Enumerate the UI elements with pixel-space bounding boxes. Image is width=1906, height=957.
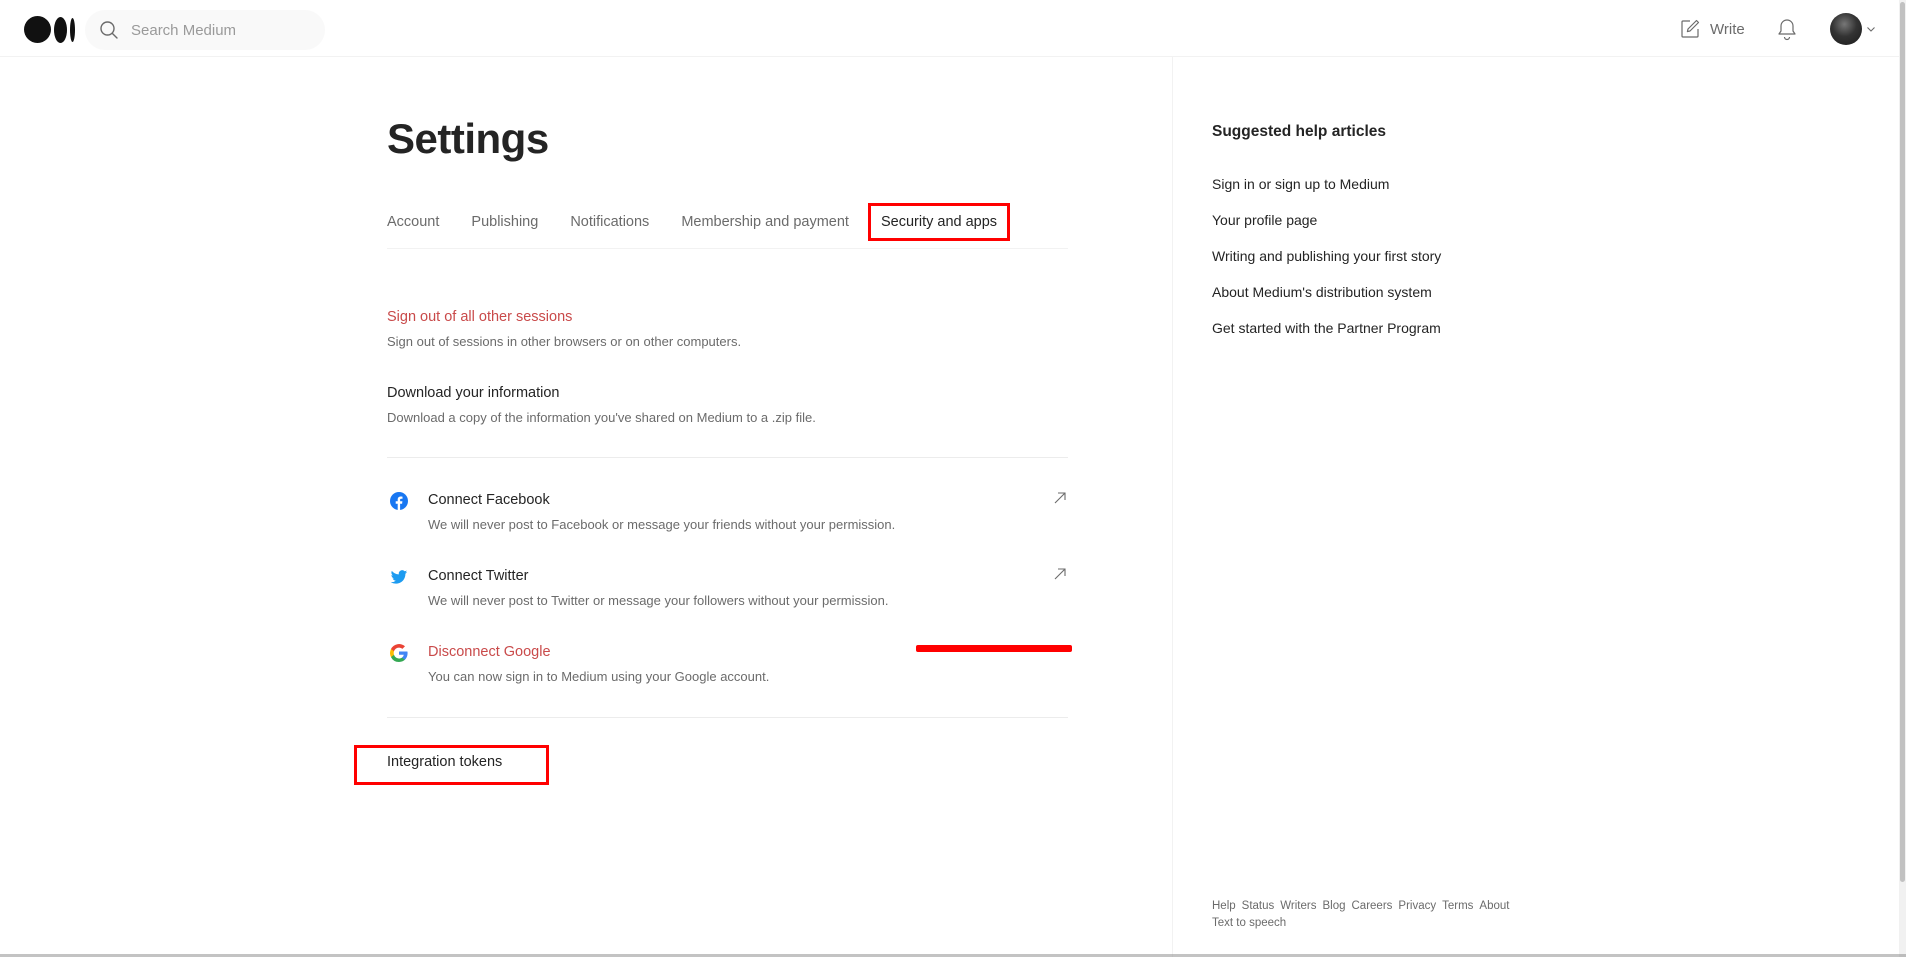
help-link-first-story[interactable]: Writing and publishing your first story: [1212, 248, 1442, 264]
connect-facebook-desc: We will never post to Facebook or message your friends without your permission.: [428, 517, 896, 532]
download-information-link[interactable]: Download your information: [387, 385, 560, 401]
footer-link-privacy[interactable]: Privacy: [1398, 900, 1437, 912]
tab-membership-and-payment[interactable]: Membership and payment: [681, 214, 849, 230]
divider: [387, 717, 1068, 718]
user-menu[interactable]: [1830, 13, 1876, 45]
logo-circle-large: [24, 16, 51, 43]
disconnect-google-row: [387, 642, 1068, 692]
disconnect-google-desc: You can now sign in to Medium using your Google account.: [428, 669, 770, 684]
help-link-partner-program[interactable]: Get started with the Partner Program: [1212, 320, 1441, 336]
download-information: [387, 383, 816, 427]
divider: [387, 457, 1068, 458]
sign-out-sessions: [387, 307, 741, 351]
write-icon: [1679, 18, 1701, 40]
twitter-icon: [390, 568, 408, 586]
search-input[interactable]: [129, 21, 313, 40]
write-label: Write: [1710, 20, 1745, 38]
top-bar: [0, 0, 1906, 57]
bell-icon: [1776, 17, 1798, 41]
notifications-button[interactable]: [1776, 17, 1798, 46]
sidebar-divider: [1172, 57, 1173, 957]
search-icon: [99, 20, 119, 40]
google-icon: [390, 644, 408, 662]
avatar: [1830, 13, 1862, 45]
footer-link-about[interactable]: About: [1479, 900, 1510, 912]
footer-link-status[interactable]: Status: [1241, 900, 1275, 912]
connect-facebook-row: [387, 490, 1068, 540]
integration-tokens-link[interactable]: Integration tokens: [387, 754, 503, 770]
connect-twitter-desc: We will never post to Twitter or message your followers without your permission.: [428, 593, 889, 608]
disconnect-google-link[interactable]: Disconnect Google: [428, 644, 551, 660]
sign-out-sessions-desc: Sign out of sessions in other browsers or on other computers.: [387, 334, 742, 349]
tab-notifications[interactable]: Notifications: [570, 214, 650, 230]
logo-circle-small: [70, 18, 75, 42]
facebook-icon: [390, 492, 408, 510]
download-information-desc: Download a copy of the information you've shared on Medium to a .zip file.: [387, 410, 816, 425]
footer-link-careers[interactable]: Careers: [1351, 900, 1393, 912]
medium-logo[interactable]: [24, 16, 75, 43]
search-bar[interactable]: [85, 10, 325, 50]
write-button[interactable]: [1679, 18, 1745, 40]
help-link-distribution[interactable]: About Medium's distribution system: [1212, 284, 1432, 300]
logo-circle-medium: [54, 17, 67, 43]
tab-account[interactable]: Account: [387, 214, 440, 230]
help-link-profile-page[interactable]: Your profile page: [1212, 212, 1318, 228]
footer-links: [1212, 900, 1509, 912]
scrollbar[interactable]: [1899, 0, 1906, 957]
suggested-help-heading: Suggested help articles: [1212, 123, 1386, 140]
external-link-icon[interactable]: [1052, 490, 1068, 506]
footer-link-help[interactable]: Help: [1212, 900, 1236, 912]
tab-security-and-apps[interactable]: Security and apps: [871, 206, 1007, 238]
footer-link-blog[interactable]: Blog: [1322, 900, 1346, 912]
scrollbar-thumb[interactable]: [1900, 2, 1905, 882]
footer-link-writers[interactable]: Writers: [1280, 900, 1317, 912]
redacted-google-account: [916, 645, 1072, 652]
connect-twitter-link[interactable]: Connect Twitter: [428, 568, 529, 584]
help-link-sign-in[interactable]: Sign in or sign up to Medium: [1212, 176, 1390, 192]
tab-publishing[interactable]: Publishing: [471, 214, 539, 230]
sign-out-sessions-link[interactable]: Sign out of all other sessions: [387, 309, 573, 325]
chevron-down-icon: [1866, 25, 1876, 33]
settings-tabs: [387, 212, 1068, 249]
page-title: Settings: [387, 115, 549, 162]
external-link-icon[interactable]: [1052, 566, 1068, 582]
connect-facebook-link[interactable]: Connect Facebook: [428, 492, 550, 508]
footer-link-terms[interactable]: Terms: [1442, 900, 1474, 912]
text-to-speech-link[interactable]: Text to speech: [1212, 917, 1287, 929]
connect-twitter-row: [387, 566, 1068, 616]
